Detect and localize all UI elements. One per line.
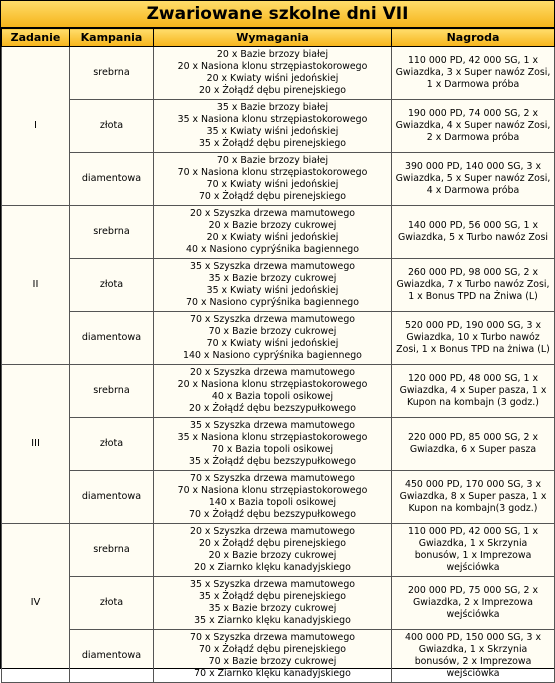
requirements-cell — [154, 312, 392, 365]
requirement-item: 70 x Żołądź dębu bezszypułkowego — [189, 509, 356, 520]
table-row — [2, 365, 555, 418]
campaign-level: diamentowa — [70, 312, 154, 365]
requirement-item: 20 x Żołądź dębu pirenejskiego — [198, 85, 347, 96]
table-row — [2, 259, 555, 312]
requirement-item: 70 x Kwiaty wiśni jedońskiej — [206, 338, 339, 349]
requirement-item: 20 x Żołądź dębu bezszypułkowego — [189, 403, 356, 414]
requirement-item: 70 x Szyszka drzewa mamutowego — [189, 632, 356, 643]
campaign-level: srebrna — [70, 47, 154, 100]
requirement-item: 70 x Bazia topoli osikowej — [211, 444, 334, 455]
requirement-item: 20 x Nasiona klonu strzępiastokorowego — [177, 379, 368, 390]
campaign-level: złota — [70, 259, 154, 312]
table-row — [2, 312, 555, 365]
table-row — [2, 630, 555, 683]
requirement-item: 35 x Bazie brzozy białej — [216, 102, 329, 113]
requirement-item: 35 x Kwiaty wiśni jedońskiej — [206, 126, 339, 137]
requirement-item: 20 x Bazie brzozy cukrowej — [208, 220, 337, 231]
requirements-cell — [154, 471, 392, 524]
requirements-cell — [154, 418, 392, 471]
table-row — [2, 418, 555, 471]
reward-cell: 110 000 PD, 42 000 SG, 1 x Gwiazdka, 1 x Skrzynia bonusów, 1 x Imprezowa wejściówka — [392, 524, 555, 577]
requirement-item: 35 x Kwiaty wiśni jedońskiej — [206, 285, 339, 296]
requirement-item: 35 x Żołądź dębu bezszypułkowego — [189, 456, 356, 467]
requirement-item: 35 x Ziarnko klęku kanadyjskiego — [194, 615, 351, 626]
reward-cell: 190 000 PD, 74 000 SG, 2 x Gwiazdka, 4 x Super nawóz Zosi, 2 x Darmowa próba — [392, 100, 555, 153]
task-number: III — [2, 365, 70, 524]
reward-cell: 220 000 PD, 85 000 SG, 2 x Gwiazdka, 6 x Super pasza — [392, 418, 555, 471]
campaign-level: diamentowa — [70, 471, 154, 524]
requirement-item: 35 x Żołądź dębu pirenejskiego — [198, 591, 347, 602]
header-wymagania: Wymagania — [154, 29, 392, 47]
requirement-item: 70 x Nasiono cyprýśnika bagiennego — [186, 297, 359, 308]
campaign-level: srebrna — [70, 524, 154, 577]
requirement-item: 20 x Bazie brzozy białej — [216, 49, 329, 60]
reward-cell: 390 000 PD, 140 000 SG, 3 x Gwiazdka, 5 x Super nawóz Zosi, 4 x Darmowa próba — [392, 153, 555, 206]
requirement-item: 70 x Szyszka drzewa mamutowego — [189, 473, 356, 484]
table-header-row — [2, 29, 555, 47]
requirement-item: 70 x Bazie brzozy cukrowej — [208, 656, 337, 667]
requirements-cell — [154, 153, 392, 206]
requirements-cell — [154, 47, 392, 100]
requirement-item: 35 x Szyszka drzewa mamutowego — [189, 261, 356, 272]
requirement-item: 35 x Szyszka drzewa mamutowego — [189, 420, 356, 431]
campaign-level: srebrna — [70, 365, 154, 418]
requirements-cell — [154, 577, 392, 630]
task-number: I — [2, 47, 70, 206]
task-number: IV — [2, 524, 70, 683]
requirement-item: 35 x Nasiona klonu strzępiastokorowego — [177, 432, 368, 443]
requirement-item: 70 x Szyszka drzewa mamutowego — [189, 314, 356, 325]
requirement-item: 70 x Żołądź dębu pirenejskiego — [198, 191, 347, 202]
reward-cell: 520 000 PD, 190 000 SG, 3 x Gwiazdka, 10 x Turbo nawóz Zosi, 1 x Bonus TPD na żniwa (L) — [392, 312, 555, 365]
table-body — [2, 47, 555, 683]
requirement-item: 70 x Ziarnko klęku kanadyjskiego — [194, 668, 351, 679]
requirement-item: 70 x Bazie brzozy białej — [216, 155, 329, 166]
requirement-item: 70 x Kwiaty wiśni jedońskiej — [206, 179, 339, 190]
requirement-item: 35 x Szyszka drzewa mamutowego — [189, 579, 356, 590]
requirement-item: 20 x Szyszka drzewa mamutowego — [189, 526, 356, 537]
requirement-item: 20 x Kwiaty wiśni jedońskiej — [206, 73, 339, 84]
campaign-level: srebrna — [70, 206, 154, 259]
requirement-item: 140 x Bazia topoli osikowej — [208, 497, 337, 508]
page-title: Zwariowane szkolne dni VII — [1, 1, 554, 28]
task-number: II — [2, 206, 70, 365]
requirement-item: 40 x Nasiono cyprýśnika bagiennego — [186, 244, 359, 255]
table-row — [2, 100, 555, 153]
requirement-item: 40 x Bazia topoli osikowej — [211, 391, 334, 402]
requirement-item: 20 x Ziarnko klęku kanadyjskiego — [194, 562, 351, 573]
requirement-item: 70 x Żołądź dębu pirenejskiego — [198, 644, 347, 655]
table-row — [2, 577, 555, 630]
reward-cell: 120 000 PD, 48 000 SG, 1 x Gwiazdka, 4 x Super pasza, 1 x Kupon na kombajn (3 godz.) — [392, 365, 555, 418]
table-row — [2, 153, 555, 206]
requirements-cell — [154, 100, 392, 153]
requirement-item: 70 x Nasiona klonu strzępiastokorowego — [177, 485, 368, 496]
reward-cell: 110 000 PD, 42 000 SG, 1 x Gwiazdka, 3 x Super nawóz Zosi, 1 x Darmowa próba — [392, 47, 555, 100]
campaign-level: diamentowa — [70, 153, 154, 206]
requirement-item: 20 x Nasiona klonu strzępiastokorowego — [177, 61, 368, 72]
requirements-cell — [154, 206, 392, 259]
requirements-cell — [154, 259, 392, 312]
requirement-item: 20 x Kwiaty wiśni jedońskiej — [206, 232, 339, 243]
reward-cell: 400 000 PD, 150 000 SG, 3 x Gwiazdka, 1 x Skrzynia bonusów, 2 x Imprezowa wejściówka — [392, 630, 555, 683]
header-zadanie: Zadanie — [2, 29, 70, 47]
table-row — [2, 47, 555, 100]
rewards-table — [1, 28, 555, 683]
requirement-item: 35 x Nasiona klonu strzępiastokorowego — [177, 114, 368, 125]
table-row — [2, 206, 555, 259]
campaign-level: złota — [70, 577, 154, 630]
requirement-item: 20 x Szyszka drzewa mamutowego — [189, 367, 356, 378]
campaign-level: złota — [70, 100, 154, 153]
requirement-item: 20 x Żołądź dębu pirenejskiego — [198, 538, 347, 549]
reward-cell: 260 000 PD, 98 000 SG, 2 x Gwiazdka, 7 x Turbo nawóz Zosi, 1 x Bonus TPD na Żniwa (L) — [392, 259, 555, 312]
campaign-level: złota — [70, 418, 154, 471]
requirement-item: 35 x Bazie brzozy cukrowej — [208, 603, 337, 614]
requirement-item: 70 x Bazie brzozy cukrowej — [208, 326, 337, 337]
table-row — [2, 524, 555, 577]
requirement-item: 20 x Szyszka drzewa mamutowego — [189, 208, 356, 219]
requirement-item: 20 x Bazie brzozy cukrowej — [208, 550, 337, 561]
requirements-cell — [154, 524, 392, 577]
requirement-item: 35 x Bazie brzozy cukrowej — [208, 273, 337, 284]
reward-cell: 140 000 PD, 56 000 SG, 1 x Gwiazdka, 5 x Turbo nawóz Zosi — [392, 206, 555, 259]
requirement-item: 35 x Żołądź dębu pirenejskiego — [198, 138, 347, 149]
reward-cell: 450 000 PD, 170 000 SG, 3 x Gwiazdka, 8 x Super pasza, 1 x Kupon na kombajn(3 godz.) — [392, 471, 555, 524]
header-nagroda: Nagroda — [392, 29, 555, 47]
requirement-item: 70 x Nasiona klonu strzępiastokorowego — [177, 167, 368, 178]
campaign-level: diamentowa — [70, 630, 154, 683]
requirements-cell — [154, 630, 392, 683]
requirement-item: 140 x Nasiono cyprýśnika bagiennego — [183, 350, 362, 361]
header-kampania: Kampania — [70, 29, 154, 47]
requirements-cell — [154, 365, 392, 418]
reward-cell: 200 000 PD, 75 000 SG, 2 x Gwiazdka, 2 x Imprezowa wejściówka — [392, 577, 555, 630]
table-row — [2, 471, 555, 524]
